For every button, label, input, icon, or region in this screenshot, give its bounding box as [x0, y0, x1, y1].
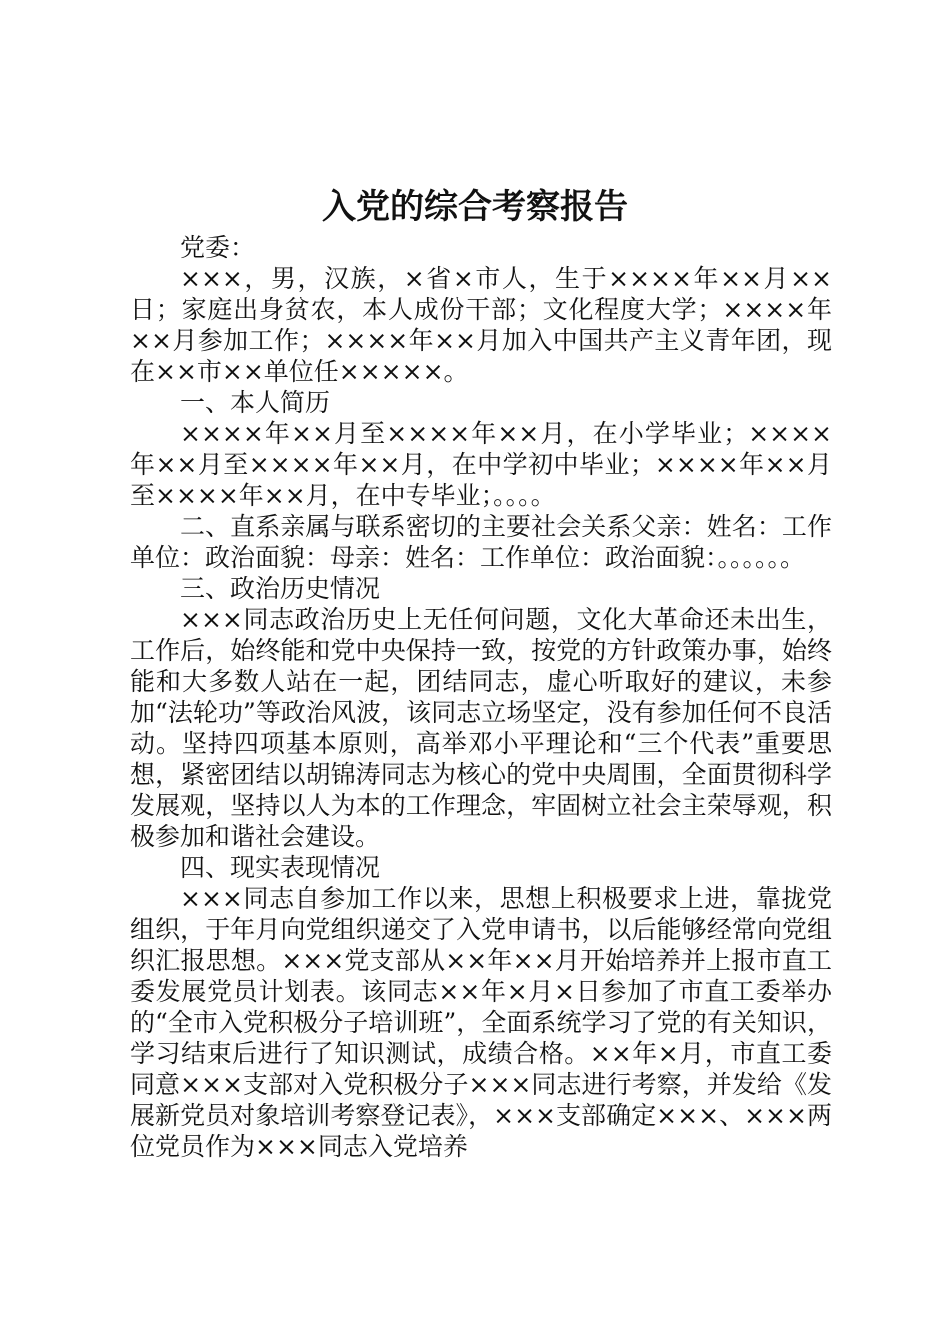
document-body: [130, 232, 832, 1162]
paragraph-resume: ××××年××月至××××年××月，在小学毕业；××××年××月至××××年××月，在中学初中毕业；××××年××月至××××年××月，在中专毕业；。。。。: [130, 419, 832, 510]
paragraph-intro: ×××，男，汉族，×省×市人，生于××××年××月××日；家庭出身贫农，本人成份干部；文化程度大学；××××年××月参加工作；××××年××月加入中国共产主义青年团，现在××市××单位任×××××。: [130, 264, 832, 386]
salutation: 党委：: [180, 233, 256, 262]
section-heading-current-performance: 四、现实表现情况: [180, 853, 381, 882]
section-heading-resume: 一、本人简历: [180, 388, 331, 417]
section-heading-political-history: 三、政治历史情况: [180, 574, 381, 603]
document-title: 入党的综合考察报告: [322, 187, 628, 227]
paragraph-political-history: ×××同志政治历史上无任何问题，文化大革命还未出生，工作后，始终能和党中央保持一致，按党的方针政策办事，始终能和大多数人站在一起，团结同志，虚心听取好的建议，未参加“法轮功”等政治风波，该同志立场坚定，没有参加任何不良活动。坚持四项基本原则，高举邓小平理论和“三个代表”重要思想，紧密团结以胡锦涛同志为核心的党中央周围，全面贯彻科学发展观，坚持以人为本的工作理念，牢固树立社会主荣辱观，积极参加和谐社会建设。: [130, 605, 832, 851]
paragraph-relatives: 二、直系亲属与联系密切的主要社会关系父亲：姓名：工作单位：政治面貌：母亲：姓名：工作单位：政治面貌：。。。。。。: [130, 512, 832, 572]
paragraph-current-performance: ×××同志自参加工作以来，思想上积极要求上进，靠拢党组织，于年月向党组织递交了入党申请书，以后能够经常向党组织汇报思想。×××党支部从××年××月开始培养并上报市直工委发展党员计划表。该同志××年×月×日参加了市直工委举办的“全市入党积极分子培训班”，全面系统学习了党的有关知识，学习结束后进行了知识测试，成绩合格。××年×月，市直工委同意×××支部对入党积极分子×××同志进行考察，并发给《发展新党员对象培训考察登记表》，×××支部确定×××、×××两位党员作为×××同志入党培养: [130, 884, 832, 1161]
